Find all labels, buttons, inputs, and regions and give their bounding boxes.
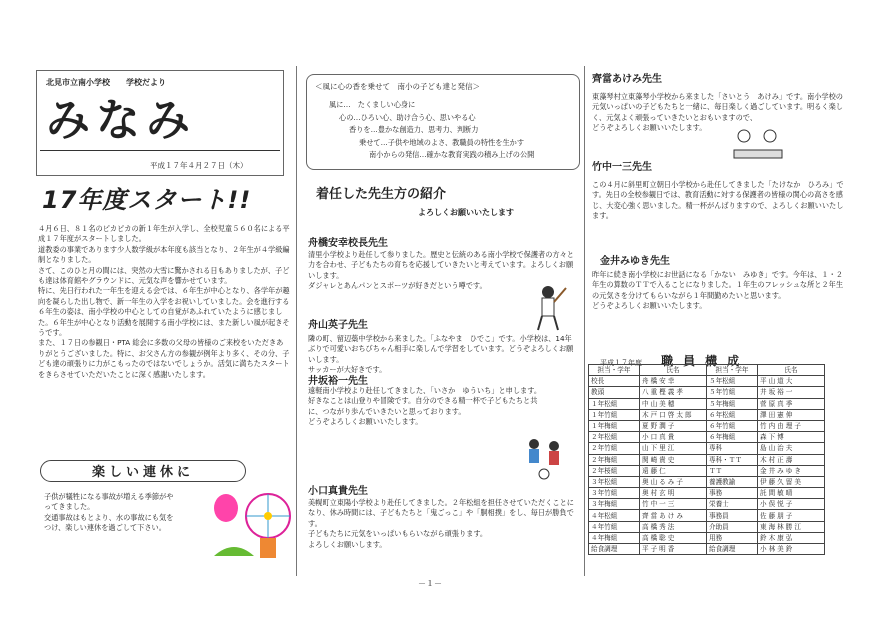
staff-role-cell: 養護教諭: [707, 476, 758, 487]
holiday-banner: [40, 460, 246, 482]
staff-role-cell: ３年梅組: [589, 499, 640, 510]
staff-role-cell: 事務員: [707, 510, 758, 521]
staff-row: [589, 544, 825, 555]
teacher-body-1: 清里小学校より赴任して参りました。歴史と伝統のある南小学校で保護者の方々と力を合わせ、子どもたちの育ちを応援していきたいと考えています。よろしくお願いします。 ダジャレとあんパンとスポーツが好きだという噂です。: [308, 250, 574, 291]
staff-name-cell: 竹中一三: [640, 499, 707, 510]
staff-row: [589, 532, 825, 543]
staff-name-cell: 関崎貴史: [640, 454, 707, 465]
intro-subtitle: よろしくお願いいたします: [418, 208, 514, 217]
teacher-name-6: 竹中一三先生: [592, 162, 652, 173]
staff-row: [589, 443, 825, 454]
holiday-body: 子供が犠牲になる事故が増える季節がやってきました。 交通事故はもとより、水の事故にも気をつけ、楽しい連休を過ごして下さい。: [44, 492, 174, 533]
motto-line-5: 南小からの発信…確かな教育実践の積み上げの公開: [369, 150, 535, 159]
staff-role-cell: 事務: [707, 488, 758, 499]
staff-name-cell: 奥村玄明: [640, 488, 707, 499]
balloon-ferris-illustration: [204, 486, 292, 560]
staff-name-cell: 高橋聡史: [640, 532, 707, 543]
staff-role-cell: 給食調理: [707, 544, 758, 555]
staff-role-cell: ５年竹組: [707, 387, 758, 398]
staff-name-cell: 金井みゆき: [758, 465, 825, 476]
teacher-name-5: 齊當あけみ先生: [592, 74, 662, 85]
start-body: ４月６日、８１名のピカピカの新１年生が入学し、全校児童５６０名による平成１７年度がスタートしました。 道教委の事業であります少人数学級が本年度も該当となり、２年生が４学級編制となりました。 さて、このひと月の間には、突然の大雪に驚かされる日もありましたが、子ども達は体育館やグラウンドに、元気な声を響かせています。 特に、先日行われた一年生を迎える会では、６年生が中心となり、各学年が趣向を凝らした出し物で、新一年生の入学をお祝いしていました。会を進行する６年生の姿は、南小学校の中心としての自覚があふれていたように感じました。６年生が中心となり活動を展開する南小学校には、また新しい風が起きそうです。 また、１７日の参観日・PTA 総会に多数の父母の皆様のご来校をいただきありがとうございました。特に、お父さん方の参観が例年より多く、その分、子ども達の頑張りに力がこもったのではないでしょうか。活気に満ちたスタートをきらさせていただいたことに深く感謝いたします。: [38, 224, 290, 379]
staff-role-cell: ２年梅組: [589, 454, 640, 465]
staff-row: [589, 409, 825, 420]
staff-row: [589, 476, 825, 487]
staff-role-cell: ３年竹組: [589, 488, 640, 499]
staff-role-cell: ６年竹組: [707, 420, 758, 431]
staff-row: [589, 488, 825, 499]
staff-role-cell: ＴＴ: [707, 465, 758, 476]
staff-role-cell: ２年竹組: [589, 443, 640, 454]
staff-role-cell: 給食調理: [589, 544, 640, 555]
staff-role-cell: ５年梅組: [707, 398, 758, 409]
staff-name-cell: 高橋秀法: [640, 521, 707, 532]
staff-role-cell: 教頭: [589, 387, 640, 398]
staff-name-cell: 小俣悦子: [758, 499, 825, 510]
school-label: 北見市立南小学校 学校だより: [46, 78, 166, 87]
staff-name-cell: 森下博: [758, 432, 825, 443]
page-number: －１－: [418, 579, 442, 588]
teacher-body-2: 隣の町、留辺蘂中学校から来ました。「ふなやま ひでこ」です。小学校は、14年ぶりで可愛いおちびちゃん相手に楽しんで学習をしています。どうぞよろしくお願いします。 サッカーが大好きです。: [308, 334, 574, 375]
column-divider-1: [296, 66, 297, 576]
staff-caption-year: 平成１７年度: [600, 359, 642, 367]
staff-row: [589, 454, 825, 465]
staff-name-cell: 夏野潤子: [640, 420, 707, 431]
staff-name-cell: 竹内由理子: [758, 420, 825, 431]
staff-header-cell: 担当・学年: [707, 365, 758, 376]
staff-name-cell: 齊當あけみ: [640, 510, 707, 521]
teacher-body-7: 昨年に続き南小学校にお世話になる「かない みゆき」です。今年は、１・２年生の算数のＴＴで入ることになりました。１年生のフレッシュな所と２年生の元気さを分けてもらいながら１年間勤めたいと思います。 どうぞよろしくお願いいたします。: [592, 270, 844, 311]
staff-role-cell: １年梅組: [589, 420, 640, 431]
staff-header-row: [589, 365, 825, 376]
motto-line-3: 香りを…豊かな創造力、思考力、判断力: [349, 125, 479, 134]
staff-role-cell: ５年松組: [707, 376, 758, 387]
motto-heading: ＜風に心の香を乗せて 南小の子ども達と発信＞: [315, 82, 480, 91]
staff-role-cell: 専科・ＴＴ: [707, 454, 758, 465]
staff-header-cell: 氏名: [758, 365, 825, 376]
staff-name-cell: 平子明香: [640, 544, 707, 555]
staff-name-cell: 佐藤朋子: [758, 510, 825, 521]
staff-name-cell: 平山道大: [758, 376, 825, 387]
staff-name-cell: 小口真貴: [640, 432, 707, 443]
staff-row: [589, 465, 825, 476]
teacher-body-3: 遠軽南小学校より赴任してきました、「いさか ゆういち」と申します。好きなことは山登りや冒険です。自分のできる精一杯で子どもたちと共に、つながり歩んでいきたいと思っております。 どうぞよろしくお願いいたします。: [308, 386, 542, 427]
cooking-illustration: [730, 128, 786, 164]
teacher-name-1: 舟橋安幸校長先生: [308, 238, 388, 249]
teacher-name-4: 小口真貴先生: [308, 486, 368, 497]
motto-box: [306, 74, 580, 170]
staff-row: [589, 398, 825, 409]
teacher-name-7: 金井みゆき先生: [600, 256, 670, 267]
staff-role-cell: ６年松組: [707, 409, 758, 420]
teacher-name-3: 井坂裕一先生: [308, 376, 368, 387]
masthead-rule: [40, 150, 280, 151]
staff-name-cell: 中山美穂: [640, 398, 707, 409]
staff-table: [588, 364, 825, 555]
teacher-body-4: 美幌町立東陽小学校より赴任してきました。２年松組を担任させていただくことになり、休み時間には、子どもたちと「鬼ごっこ」や「胴相撲」をし、毎日が勝負です。 子どもたちに元気をいっぱいもらいながら頑張ります。 よろしくお願いします。: [308, 498, 574, 549]
staff-row: [589, 510, 825, 521]
staff-name-cell: 八重樫義孝: [640, 387, 707, 398]
staff-name-cell: 井坂裕一: [758, 387, 825, 398]
start-headline: 17年度スタート!!: [42, 186, 252, 214]
staff-role-cell: 専科: [707, 443, 758, 454]
staff-role-cell: ４年松組: [589, 510, 640, 521]
staff-name-cell: 東海林勝江: [758, 521, 825, 532]
staff-role-cell: ４年梅組: [589, 532, 640, 543]
staff-role-cell: １年竹組: [589, 409, 640, 420]
staff-role-cell: ２年桜組: [589, 465, 640, 476]
staff-caption-title: 職員構成: [661, 354, 750, 368]
staff-row: [589, 432, 825, 443]
staff-row: [589, 387, 825, 398]
staff-name-cell: 奥山るみ子: [640, 476, 707, 487]
staff-header-cell: 担当・学年: [589, 365, 640, 376]
staff-name-cell: 託間敏晴: [758, 488, 825, 499]
staff-row: [589, 420, 825, 431]
staff-role-cell: １年松組: [589, 398, 640, 409]
teacher-name-2: 舟山英子先生: [308, 320, 368, 331]
staff-name-cell: 澤田憲伸: [758, 409, 825, 420]
soccer-illustration: [520, 436, 568, 480]
motto-line-2: 心の…ひろい心、助け合う心、思いやる心: [339, 112, 476, 122]
motto-line-4: 乗せて…子供や地域のよさ、教職員の特性を生かす: [359, 137, 525, 147]
staff-name-cell: 島山治夫: [758, 443, 825, 454]
newsletter-title: みなみ: [46, 95, 196, 146]
staff-row: [589, 499, 825, 510]
staff-name-cell: 菅原真季: [758, 398, 825, 409]
staff-row: [589, 521, 825, 532]
staff-role-cell: 栄養士: [707, 499, 758, 510]
holiday-title: 楽しい連休に: [91, 465, 194, 480]
staff-role-cell: ４年竹組: [589, 521, 640, 532]
teacher-body-6: この４月に斜里町立朝日小学校から赴任してきました「たけなか ひろみ」です。先日の全校参観日では、教育活動に対する保護者の皆様の関心の高さを感じ、大変心強く思いました。精一杯がんばりますので、よろしくお願いいたします。: [592, 180, 844, 221]
staff-role-cell: ２年松組: [589, 432, 640, 443]
baseball-illustration: [528, 284, 568, 332]
staff-role-cell: 用務: [707, 532, 758, 543]
staff-role-cell: ３年松組: [589, 476, 640, 487]
staff-name-cell: 伊藤久留美: [758, 476, 825, 487]
intro-title: 着任した先生方の紹介: [316, 187, 447, 202]
issue-date: 平成１７年４月２７日（木）: [150, 161, 248, 170]
staff-name-cell: 山下里江: [640, 443, 707, 454]
staff-header-cell: 氏名: [640, 365, 707, 376]
staff-name-cell: 木村正壽: [758, 454, 825, 465]
teacher-body-5: 東藻琴村立東藻琴小学校から来ました「さいとう あけみ」です。南小学校の元気いっぱいの子どもたちと一緒に、毎日楽しく過ごしています。明るく楽しく、元気よく頑張っていきたいとおもいますので、 どうぞよろしくお願いいたします。: [592, 92, 843, 133]
staff-name-cell: 舟橋安幸: [640, 376, 707, 387]
staff-name-cell: 鈴木康弘: [758, 532, 825, 543]
column-divider-2: [584, 66, 585, 576]
staff-name-cell: 木戸口啓太郎: [640, 409, 707, 420]
staff-role-cell: ６年梅組: [707, 432, 758, 443]
staff-name-cell: 遠藤仁: [640, 465, 707, 476]
staff-row: [589, 376, 825, 387]
staff-name-cell: 小林美鈴: [758, 544, 825, 555]
staff-role-cell: 介助員: [707, 521, 758, 532]
staff-role-cell: 校長: [589, 376, 640, 387]
motto-line-1: 風に… たくましい心身に: [329, 100, 416, 109]
